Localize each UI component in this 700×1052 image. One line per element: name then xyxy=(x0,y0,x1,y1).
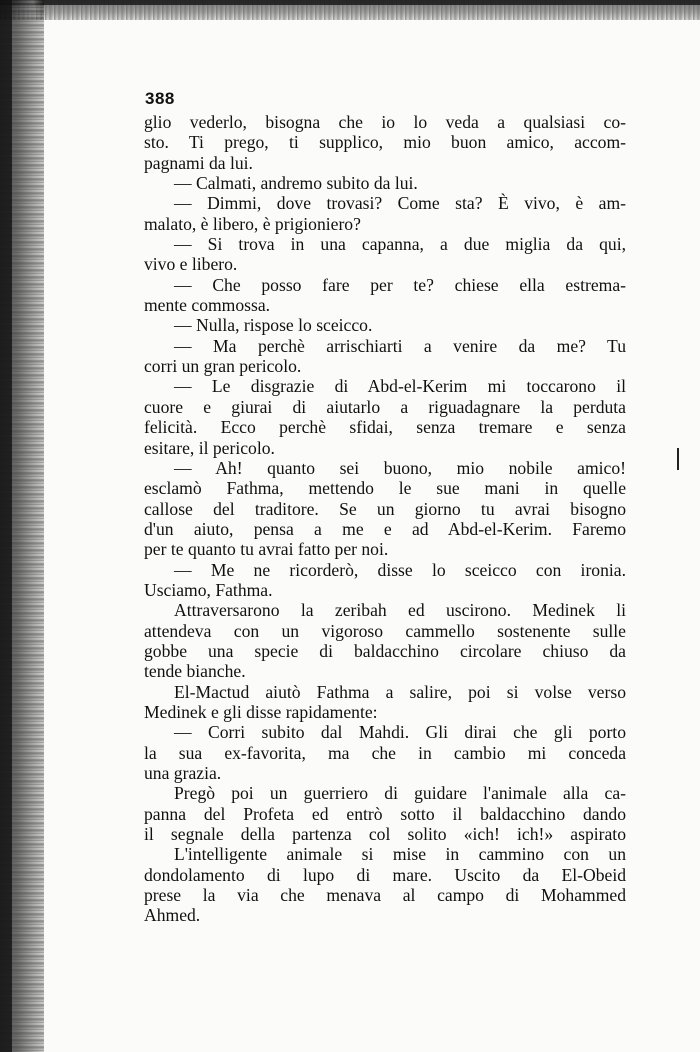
margin-mark xyxy=(677,448,679,470)
text-line: per te quanto tu avrai fatto per noi. xyxy=(144,539,389,560)
text-line: felicità. Ecco perchè sfidai, senza tremare e senza xyxy=(144,417,626,438)
text-line: cuore e giurai di aiutarlo a riguadagnare la perduta xyxy=(144,396,626,417)
text-line: glio vederlo, bisogna che io lo veda a qualsiasi co- xyxy=(144,112,626,132)
text-line: la sua ex-favorita, ma che in cambio mi conceda xyxy=(144,742,626,763)
text-line: gobbe una specie di baldacchino circolare chiuso da xyxy=(144,640,626,661)
text-line: prese la via che menava al campo di Mohammed xyxy=(144,885,626,906)
text-line: Usciamo, Fathma. xyxy=(144,579,273,600)
text-line: El-Mactud aiutò Fathma a salire, poi si volse verso xyxy=(174,681,626,702)
text-line: — Dimmi, dove trovasi? Come sta? È vivo, è am- xyxy=(174,193,626,214)
page-binding-shadow xyxy=(0,0,12,1052)
text-line: — Calmati, andremo subito da lui. xyxy=(174,173,418,194)
text-line: — Ah! quanto sei buono, mio nobile amico! xyxy=(174,457,626,478)
text-line: — Ma perchè arrischiarti a venire da me? Tu xyxy=(174,335,626,356)
text-line: sto. Ti prego, ti supplico, mio buon amico, accom- xyxy=(144,132,626,153)
text-line: Ahmed. xyxy=(144,905,201,926)
text-line: panna del Profeta ed entrò sotto il baldacchino dando xyxy=(144,803,626,824)
text-line: — Che posso fare per te? chiese ella estrema- xyxy=(174,274,626,295)
page-top-edge-line xyxy=(0,0,700,5)
text-line: mente commossa. xyxy=(144,295,271,316)
text-line: vivo e libero. xyxy=(144,254,238,275)
text-line: attendeva con un vigoroso cammello sostenente sulle xyxy=(144,620,626,641)
text-line: tende bianche. xyxy=(144,661,246,682)
text-line: esitare, il pericolo. xyxy=(144,437,275,458)
text-line: — Me ne ricorderò, disse lo sceicco con ironia. xyxy=(174,559,626,580)
text-line: Pregò poi un guerriero di guidare l'animale alla ca- xyxy=(174,783,626,804)
text-line: Attraversarono la zeribah ed uscirono. Medinek li xyxy=(174,600,626,621)
text-line: L'intelligente animale si mise in cammino con un xyxy=(174,844,626,865)
text-line: pagnami da lui. xyxy=(144,152,253,173)
text-line: — Corri subito dal Mahdi. Gli dirai che gli porto xyxy=(174,722,626,743)
text-line: esclamò Fathma, mettendo le sue mani in quelle xyxy=(144,478,626,499)
text-line: il segnale della partenza col solito «ich! ich!» aspirato xyxy=(144,824,626,845)
text-line: — Nulla, rispose lo sceicco. xyxy=(174,315,373,336)
text-line: corri un gran pericolo. xyxy=(144,356,302,377)
text-line: — Si trova in una capanna, a due miglia da qui, xyxy=(174,234,626,255)
page-number: 388 xyxy=(145,89,175,108)
text-line: Medinek e gli disse rapidamente: xyxy=(144,701,378,722)
text-line: callose del traditore. Se un giorno tu avrai bisogno xyxy=(144,498,626,519)
text-line: dondolamento di lupo di mare. Uscito da El-Obeid xyxy=(144,864,626,885)
text-line: una grazia. xyxy=(144,763,222,783)
text-line: — Le disgrazie di Abd-el-Kerim mi toccarono il xyxy=(174,376,626,397)
text-line: malato, è libero, è prigioniero? xyxy=(144,213,361,234)
body-text xyxy=(144,112,626,926)
text-line: d'un aiuto, pensa a me e ad Abd-el-Kerim. Faremo xyxy=(144,518,626,539)
